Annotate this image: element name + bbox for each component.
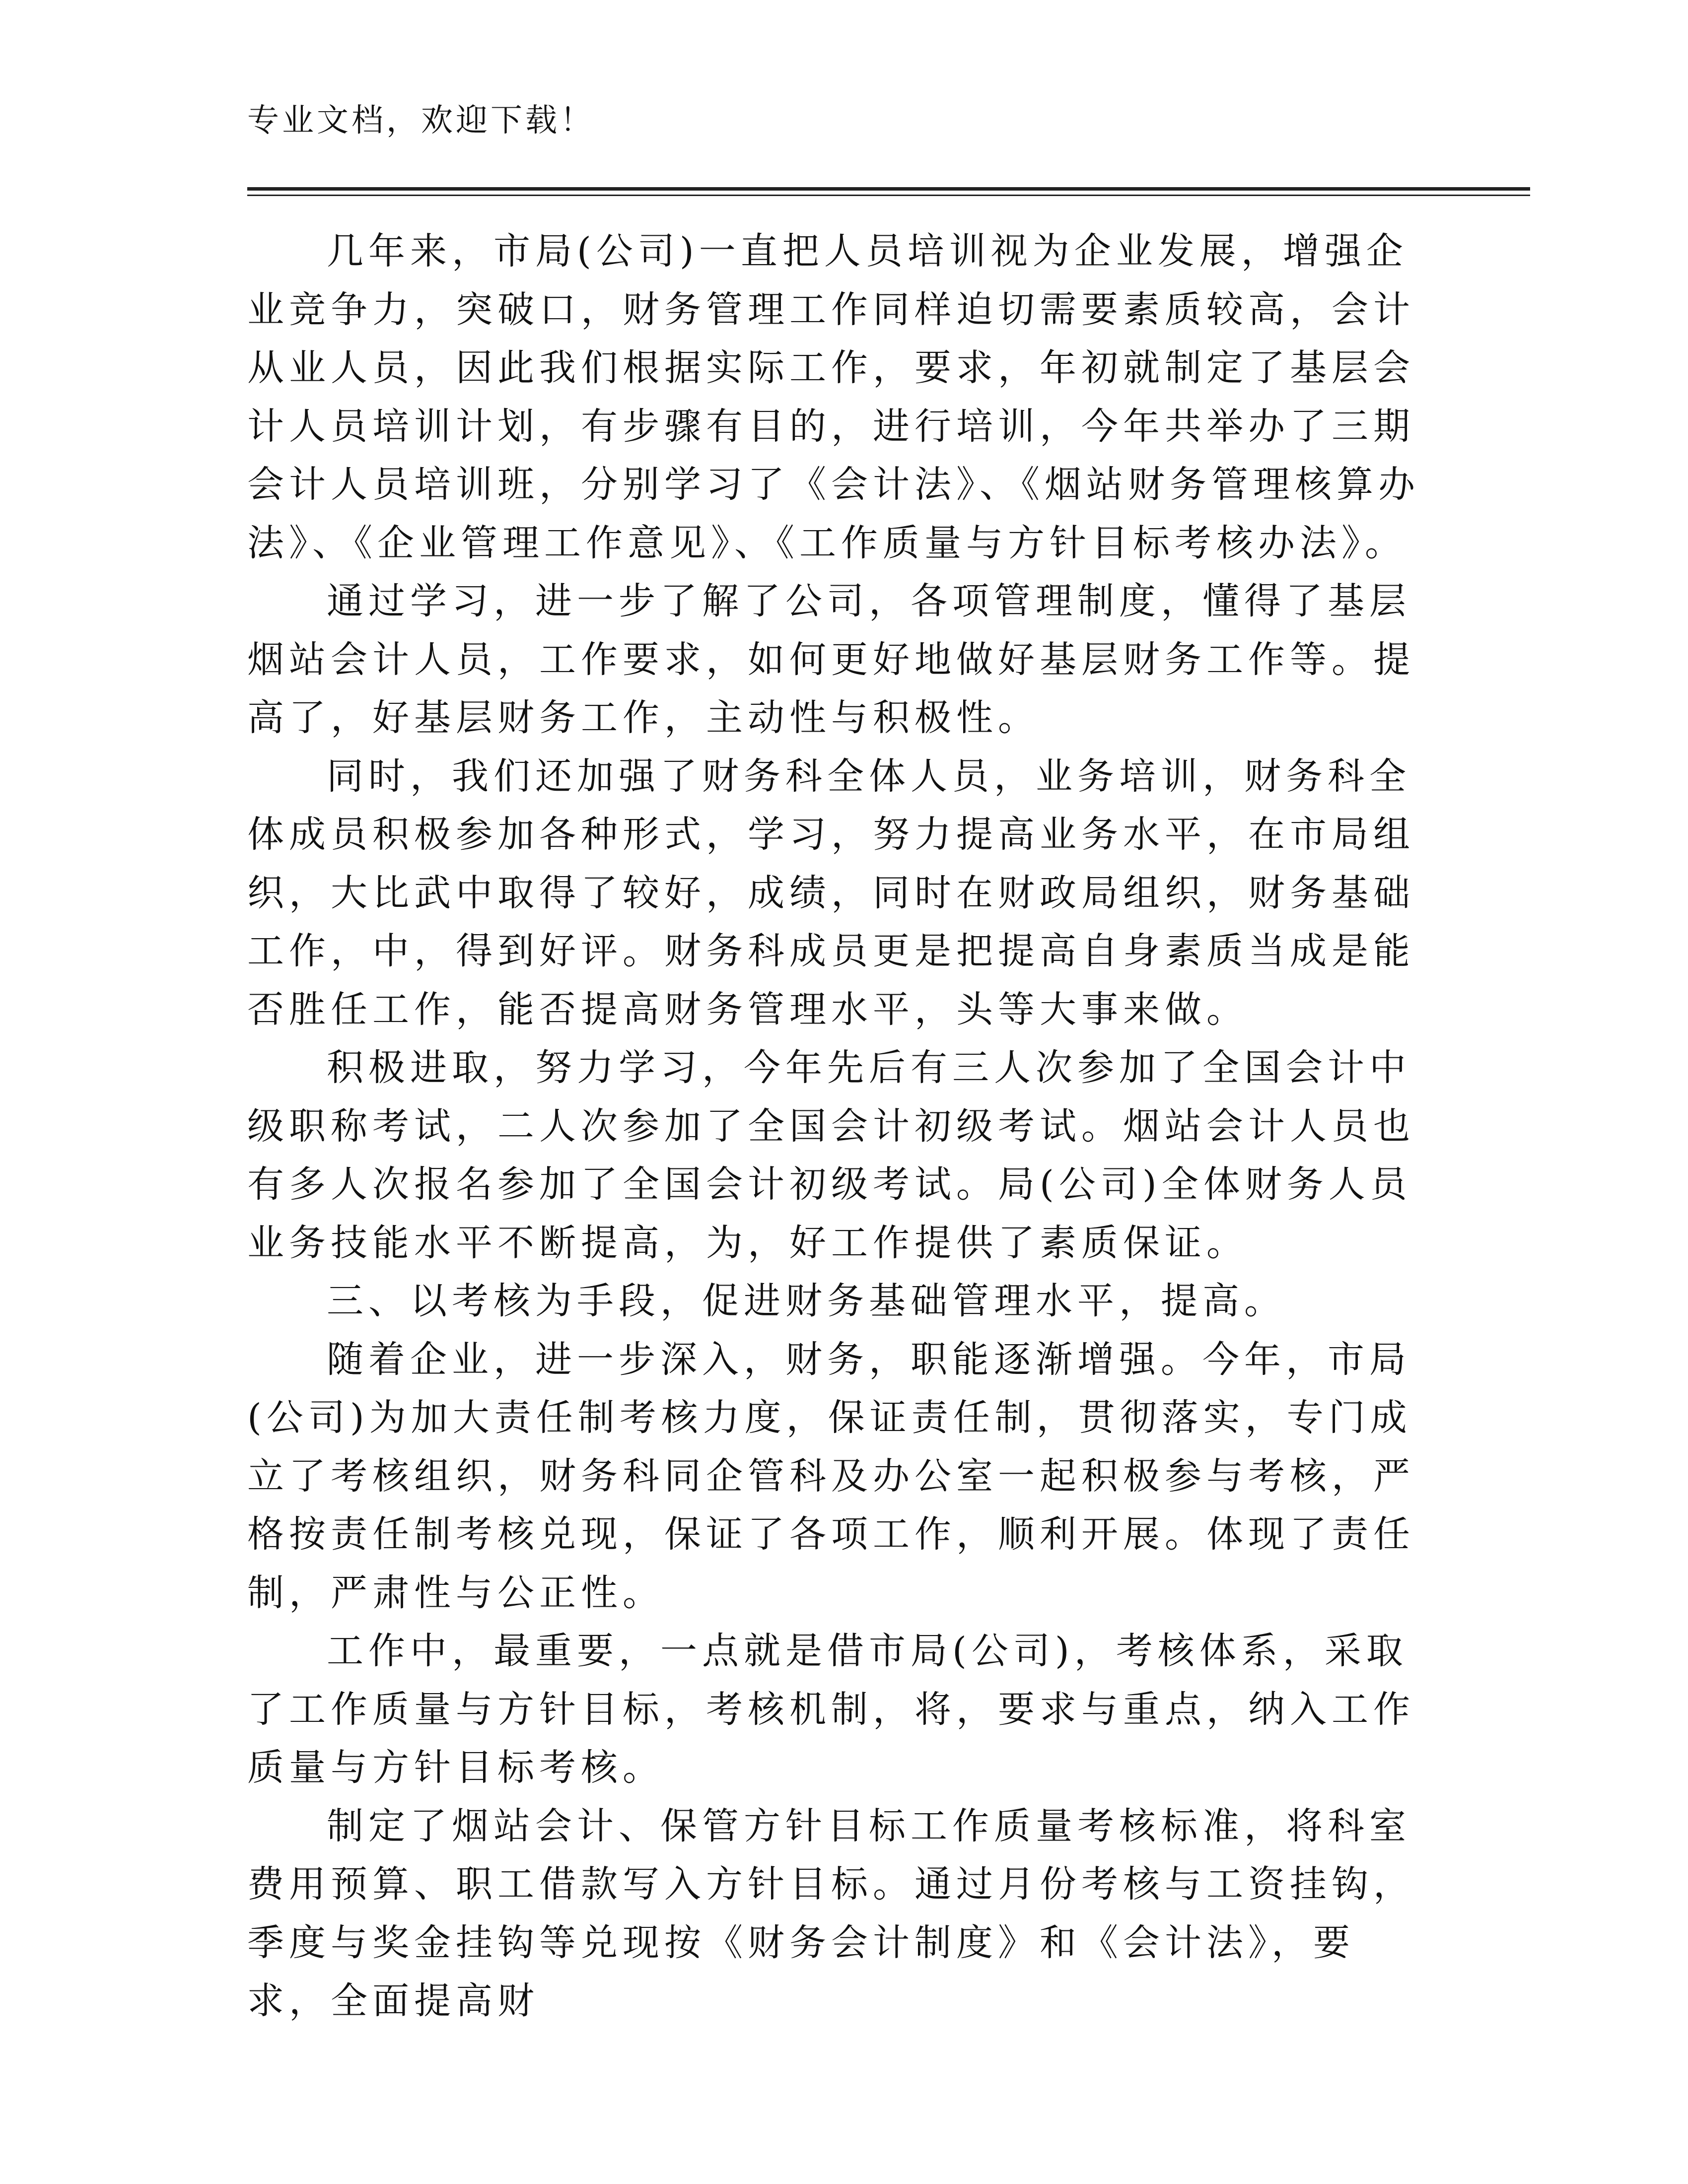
paragraph: 工作中，最重要，一点就是借市局(公司)，考核体系，采取了工作质量与方针目标，考核机制，将，要求与重点，纳入工作质量与方针目标考核。 bbox=[247, 1630, 1415, 1789]
paragraph: 通过学习，进一步了解了公司，各项管理制度，懂得了基层烟站会计人员，工作要求，如何更好地做好基层财务工作等。提高了，好基层财务工作，主动性与积极性。 bbox=[247, 580, 1415, 739]
document-body bbox=[247, 222, 1424, 2031]
paragraph: 制定了烟站会计、保管方针目标工作质量考核标准，将科室费用预算、职工借款写入方针目标。通过月份考核与工资挂钩，季度与奖金挂钩等兑现按《财务会计制度》和《会计法》，要求，全面提高财 bbox=[247, 1804, 1415, 2022]
header-divider-thin bbox=[247, 195, 1530, 196]
paragraph: 同时，我们还加强了财务科全体人员，业务培训，财务科全体成员积极参加各种形式，学习，努力提高业务水平，在市局组织，大比武中取得了较好，成绩，同时在财政局组织，财务基础工作，中，得到好评。财务科成员更是把提高自身素质当成是能否胜任工作，能否提高财务管理水平，头等大事来做。 bbox=[247, 754, 1415, 1031]
paragraph: 随着企业，进一步深入，财务，职能逐渐增强。今年，市局(公司)为加大责任制考核力度，保证责任制，贯彻落实，专门成立了考核组织，财务科同企管科及办公室一起积极参与考核，严格按责任制考核兑现，保证了各项工作，顺利开展。体现了责任制，严肃性与公正性。 bbox=[247, 1338, 1415, 1614]
paragraph: 积极进取，努力学习，今年先后有三人次参加了全国会计中级职称考试，二人次参加了全国会计初级考试。烟站会计人员也有多人次报名参加了全国会计初级考试。局(公司)全体财务人员业务技能水平不断提高，为，好工作提供了素质保证。 bbox=[247, 1046, 1415, 1264]
page-header: 专业文档，欢迎下载！ bbox=[247, 102, 595, 139]
section-heading: 三、以考核为手段，促进财务基础管理水平，提高。 bbox=[327, 1280, 1286, 1322]
header-divider-thick bbox=[247, 187, 1530, 191]
paragraph: 几年来，市局(公司)一直把人员培训视为企业发展，增强企业竞争力，突破口，财务管理工作同样迫切需要素质较高，会计从业人员，因此我们根据实际工作，要求，年初就制定了基层会计人员培训计划，有步骤有目的，进行培训，今年共举办了三期会计人员培训班，分别学习了《会计法》、《烟站财务管理核算办法》、《企业管理工作意见》、《工作质量与方针目标考核办法》。 bbox=[247, 230, 1420, 564]
